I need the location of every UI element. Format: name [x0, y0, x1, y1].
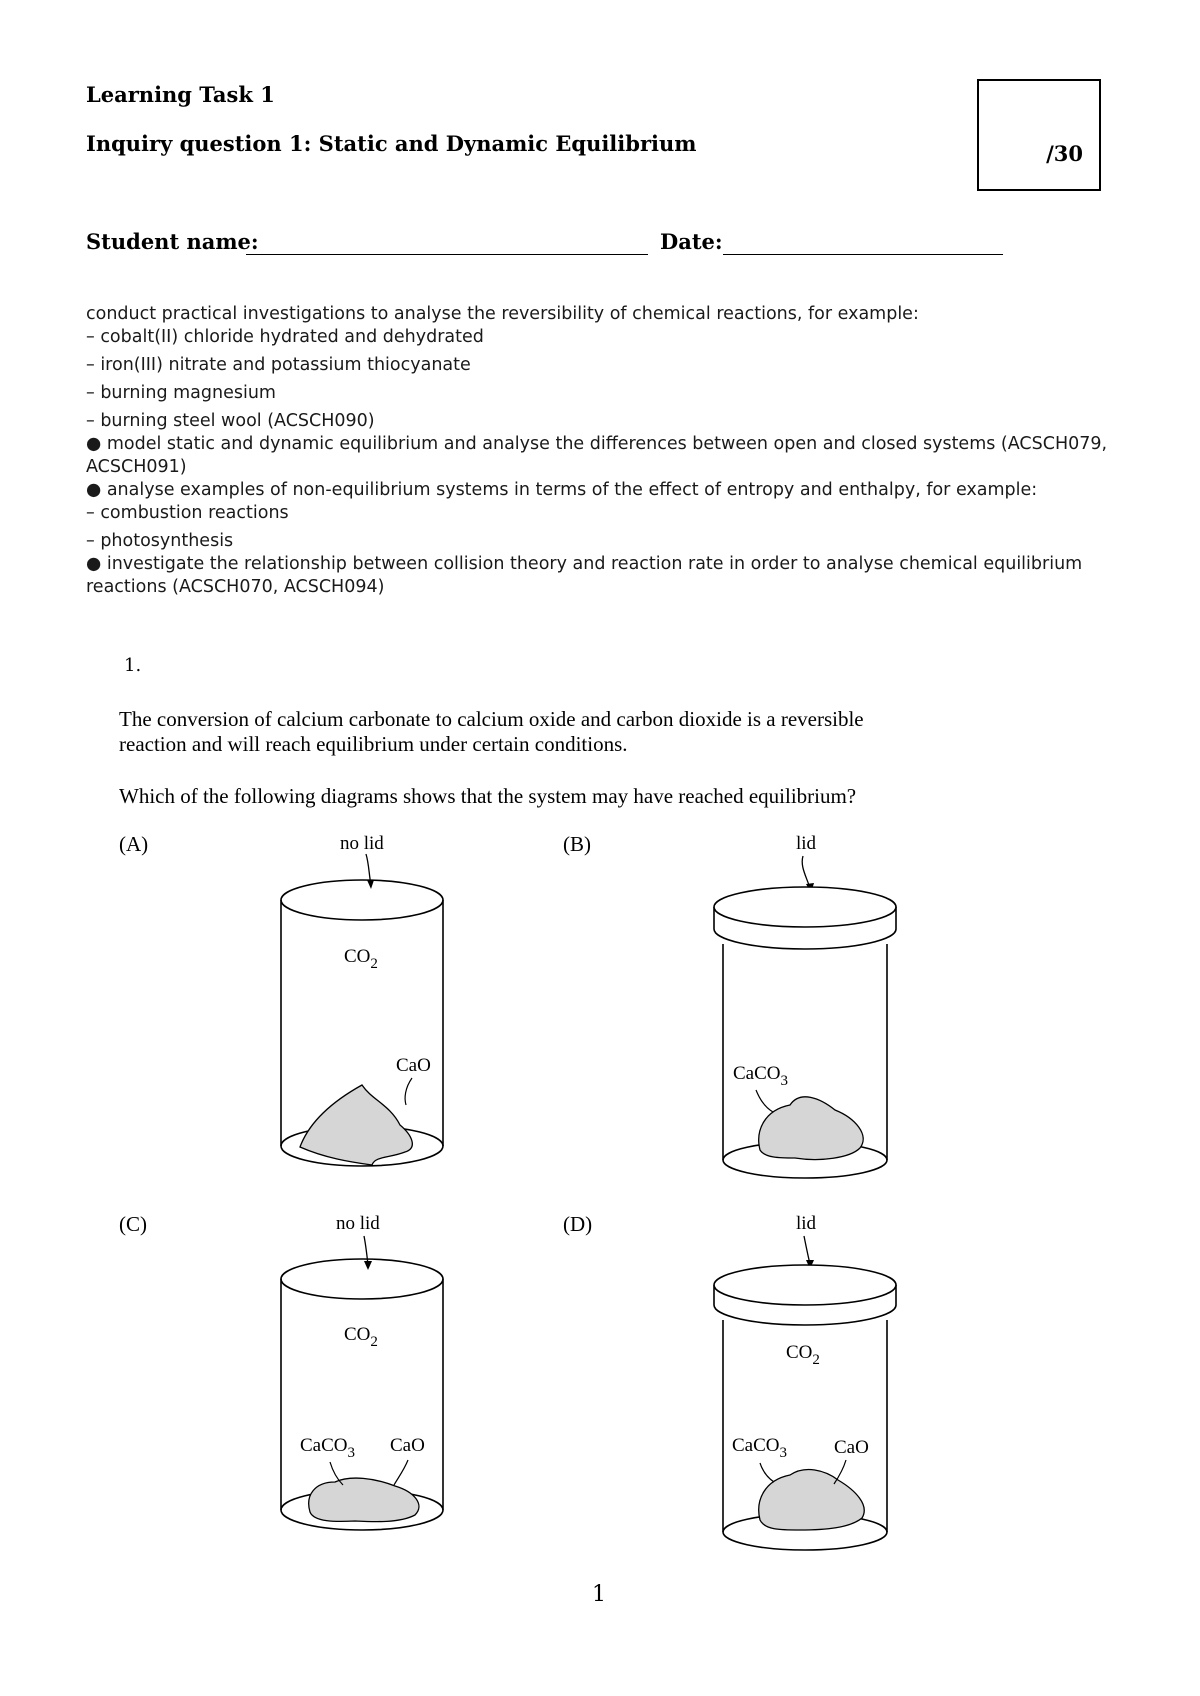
- solid-lump: [759, 1097, 863, 1160]
- outcome-item: – burning magnesium: [86, 383, 276, 403]
- label-pointer: [394, 1460, 408, 1485]
- solid-label: CaO: [834, 1437, 869, 1458]
- lid-top: [714, 887, 896, 927]
- solid-label: CaCO$_3$: [733, 1063, 788, 1089]
- lid-top: [714, 1265, 896, 1305]
- label-pointer: [405, 1078, 412, 1105]
- gas-label: $CO_2$: [344, 946, 378, 972]
- label-pointer: [756, 1090, 773, 1112]
- lid-pointer: [802, 856, 810, 888]
- outcome-item: conduct practical investigations to analyse the reversibility of chemical reactions, for example:: [86, 304, 919, 324]
- open-top-rim: [281, 1259, 443, 1299]
- solid-lump: [309, 1478, 419, 1522]
- outcome-item: ● investigate the relationship between collision theory and reaction rate in order to analyse chemical equilibrium reactions (ACSCH070, ACSCH094): [86, 554, 1088, 597]
- question-prompt: Which of the following diagrams shows that the system may have reached equilibrium?: [119, 784, 857, 808]
- outcome-item: – burning steel wool (ACSCH090): [86, 411, 375, 431]
- solid-label: CaCO$_3$: [732, 1435, 787, 1461]
- question-number: 1.: [124, 655, 142, 676]
- lid-pointer: [804, 1236, 810, 1264]
- gas-label: $CO_2$: [786, 1342, 820, 1368]
- diagram-a: [281, 833, 443, 1166]
- date-label: Date:: [660, 229, 723, 254]
- outcome-item: – combustion reactions: [86, 503, 289, 523]
- lid-label: lid: [796, 1213, 817, 1234]
- solid-label: CaO: [396, 1055, 431, 1076]
- option-b-label[interactable]: (B): [563, 832, 591, 856]
- question-stem-line1: The conversion of calcium carbonate to calcium oxide and carbon dioxide is a reversible: [119, 707, 864, 731]
- outcome-item: ● model static and dynamic equilibrium and analyse the differences between open and closed systems (ACSCH079, ACSCH091): [86, 434, 1113, 477]
- label-pointer: [834, 1460, 846, 1484]
- outcome-item: – cobalt(II) chloride hydrated and dehydrated: [86, 327, 484, 347]
- option-d-label[interactable]: (D): [563, 1212, 593, 1236]
- gas-label: $CO_2$: [344, 1324, 378, 1350]
- score-total: /30: [1046, 141, 1083, 166]
- task-title: Learning Task 1: [86, 82, 275, 107]
- diagram-c: [281, 1213, 443, 1530]
- solid-label: CaO: [390, 1435, 425, 1456]
- arrowhead: [367, 880, 374, 889]
- open-top-rim: [281, 880, 443, 920]
- outcome-item: ● analyse examples of non-equilibrium systems in terms of the effect of entropy and enthalpy, for example:: [86, 480, 1038, 500]
- page-number: 1: [592, 1582, 606, 1607]
- diagram-b: [714, 833, 896, 1178]
- solid-lump: [300, 1085, 412, 1165]
- student-name-label: Student name:: [86, 229, 259, 254]
- no-lid-label: no lid: [336, 1213, 380, 1234]
- outcome-item: – photosynthesis: [86, 531, 234, 551]
- diagram-d: [714, 1213, 896, 1550]
- arrowhead: [364, 1261, 372, 1270]
- outcome-item: – iron(III) nitrate and potassium thiocyanate: [86, 355, 471, 375]
- question-stem-line2: reaction and will reach equilibrium under certain conditions.: [119, 732, 628, 756]
- option-c-label[interactable]: (C): [119, 1212, 147, 1236]
- inquiry-title: Inquiry question 1: Static and Dynamic Equilibrium: [86, 131, 697, 156]
- solid-label: CaCO$_3$: [300, 1435, 355, 1461]
- solid-lump: [759, 1470, 864, 1530]
- label-pointer: [760, 1463, 774, 1482]
- no-lid-label: no lid: [340, 833, 384, 854]
- lid-pointer: [364, 1236, 368, 1265]
- lid-label: lid: [796, 833, 817, 854]
- option-a-label[interactable]: (A): [119, 832, 149, 856]
